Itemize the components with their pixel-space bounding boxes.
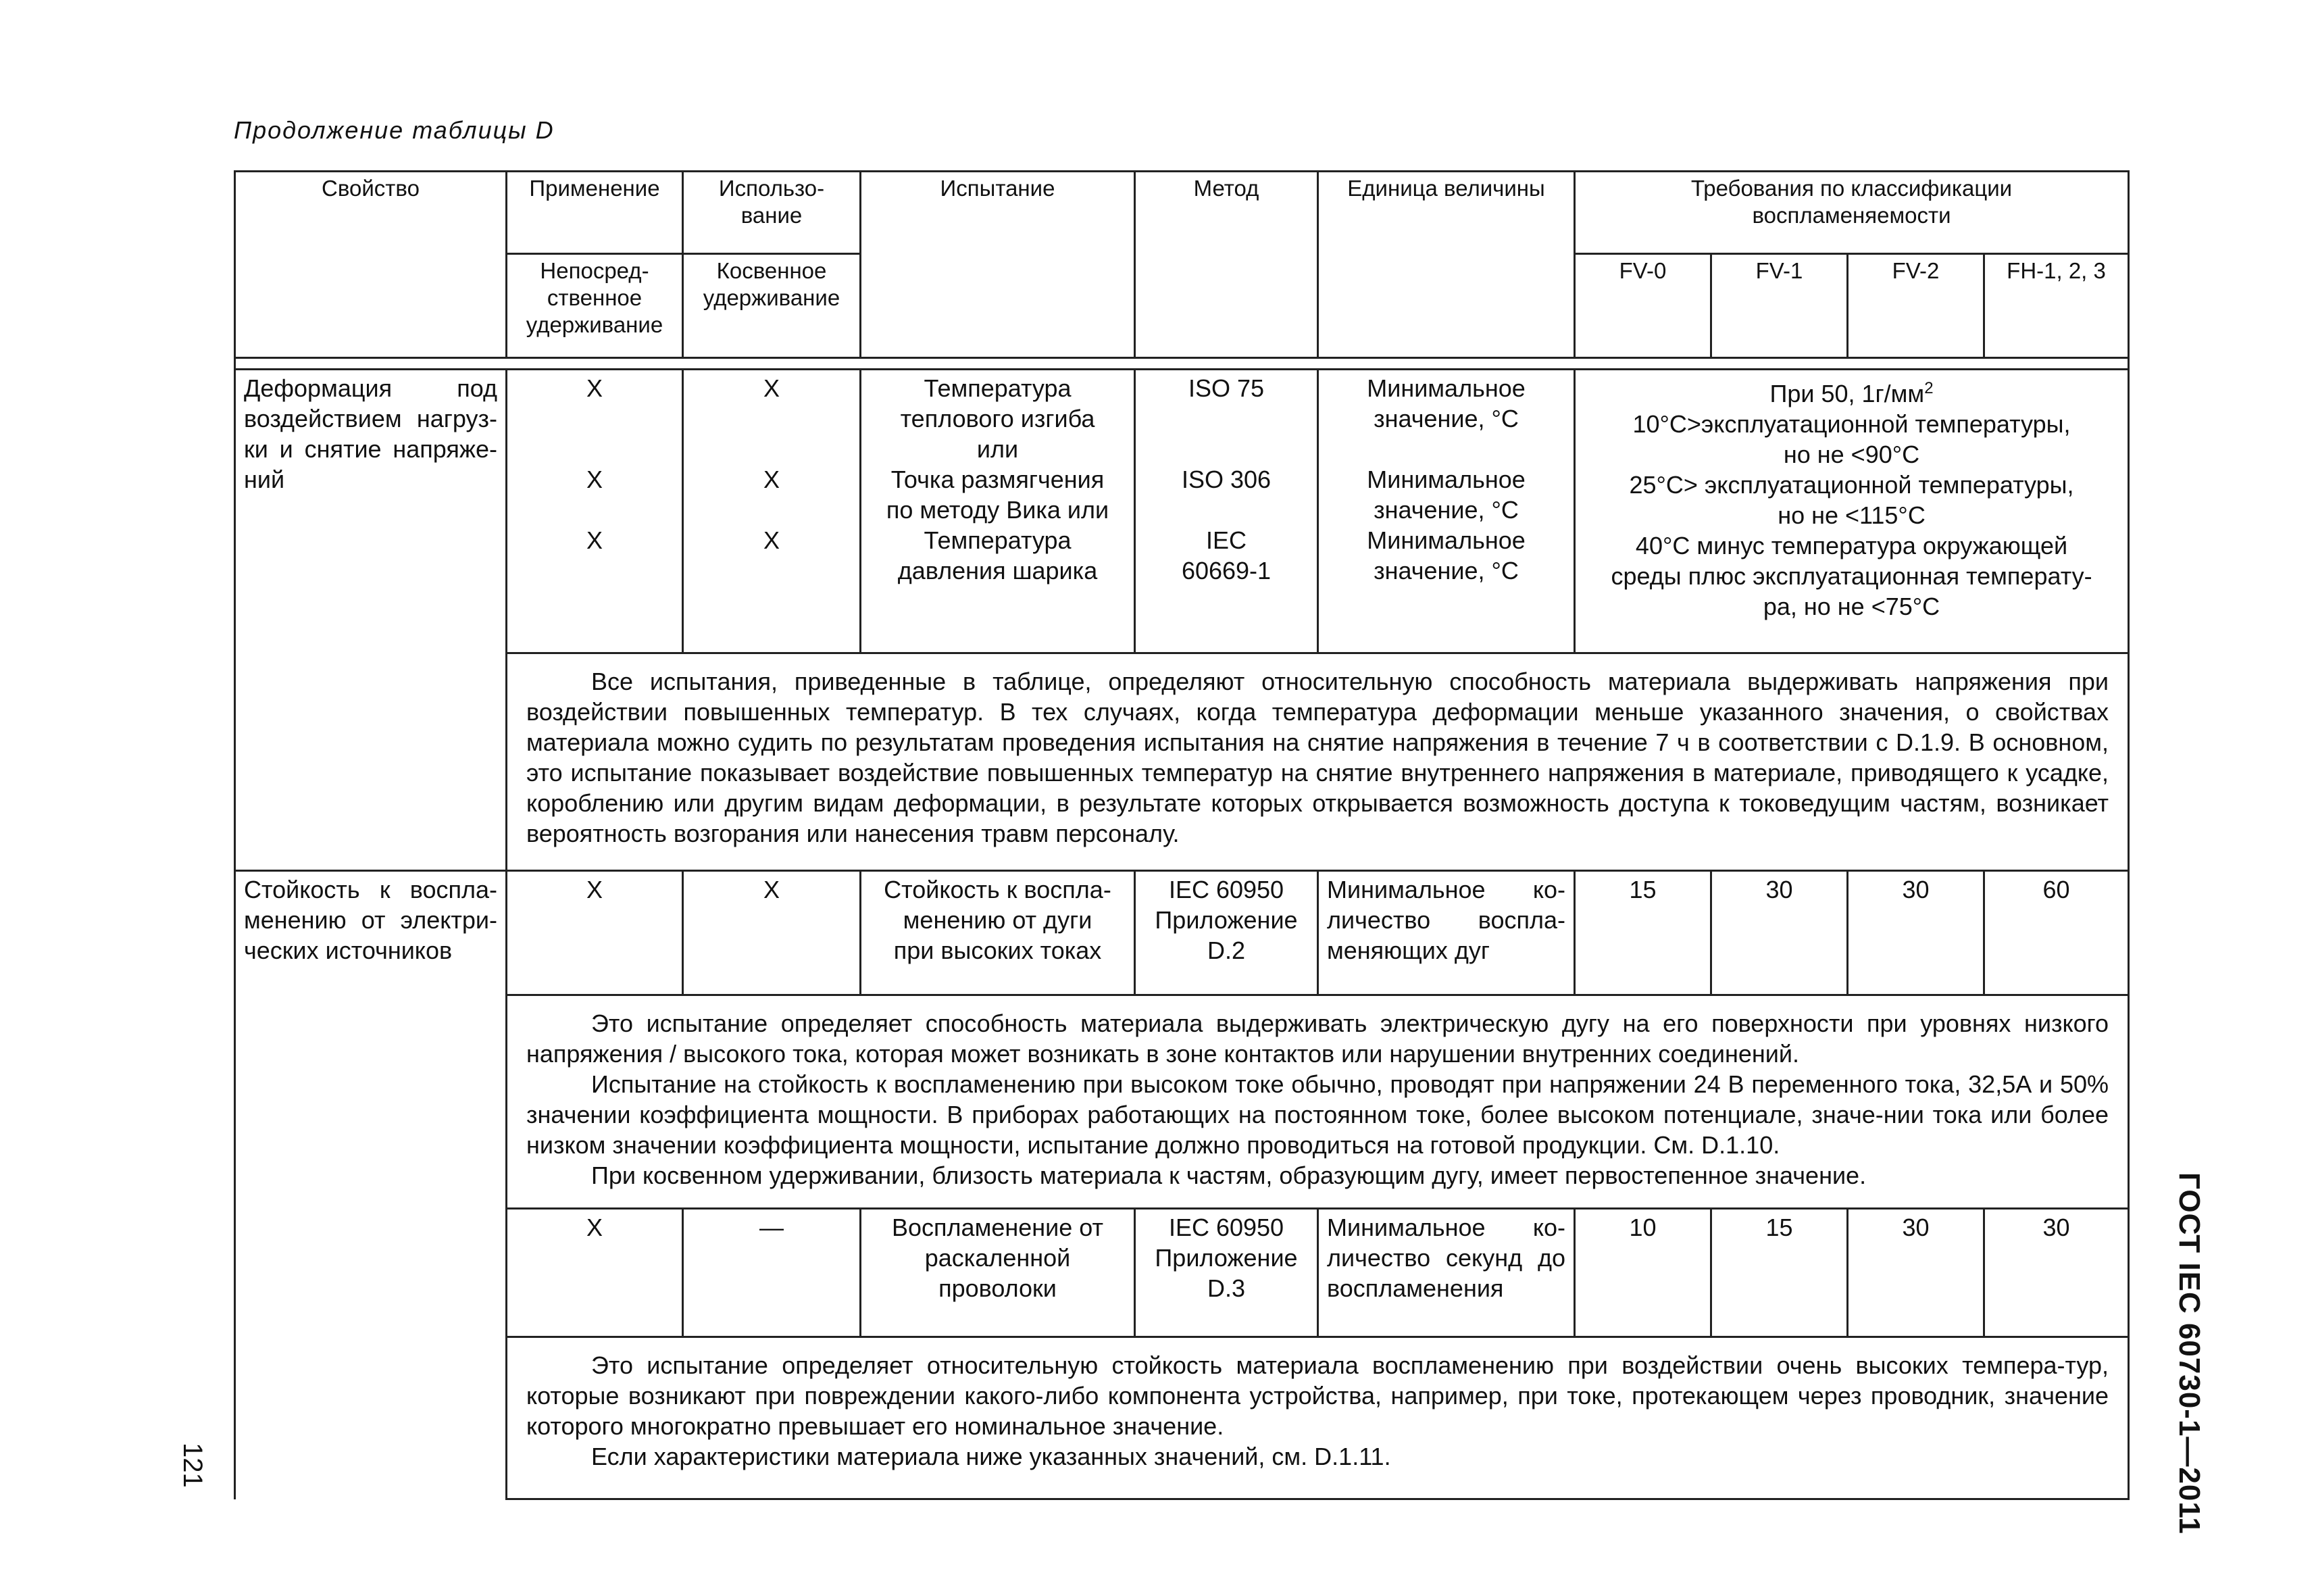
row3-note-p1: Это испытание определяет относительную стойкость материала воспламенению при воздействии очень высоких темпера-тур, которые возникают при повреждении какого-либо компонента устройства, например, при токе, протекающем через проводник, значение которого многократно превышает его номинальное значение. xyxy=(526,1351,2109,1440)
row3-method: IEC 60950 Приложение D.3 xyxy=(1135,1209,1318,1337)
header-method: Метод xyxy=(1135,172,1318,358)
header-fh: FH-1, 2, 3 xyxy=(1984,254,2129,358)
header-divider xyxy=(235,358,2129,370)
row2-fv2: 30 xyxy=(1848,871,1984,995)
page-number: 121 xyxy=(178,1443,207,1488)
header-fv2: FV-2 xyxy=(1848,254,1984,358)
row3-note xyxy=(507,1337,2129,1499)
row1-note-text: Все испытания, приведенные в таблице, определяют относительную способность материала выдерживать напряжения при воздействии повышенных температур. В тех случаях, когда температура деформации меньше указанного значения, о свойствах материала можно судить по результатам проведения испытания на снятие напряжения в течение 7 ч в соответствии с D.1.9. В основном, это испытание показывает воздействие повышенных температур на снятие внутреннего напряжения в материале, приводящего к усадке, короблению или другим видам деформации, в результате которых открывается возможность доступа к токоведущим частям, возникает вероятность возгорания или нанесения травм персоналу. xyxy=(526,668,2109,847)
row2-note-p3: При косвенном удерживании, близость материала к частям, образующим дугу, имеет первостепенное значение. xyxy=(591,1162,1867,1189)
table-row-note xyxy=(235,653,2129,871)
row1-unit: Минимальное значение, °С Минимальное значение, °С Минимальное значение, °С xyxy=(1318,370,1575,653)
row3-fv1: 15 xyxy=(1711,1209,1848,1337)
row1-requirements xyxy=(1575,370,2129,653)
row3-unit: Минимальное ко-личество секунд до воспламенения xyxy=(1318,1209,1575,1337)
document-designation: ГОСТ IEC 60730-1—2011 xyxy=(2173,1172,2206,1535)
row3-note-p2: Если характеристики материала ниже указанных значений, см. D.1.11. xyxy=(591,1443,1391,1470)
header-indirect: Косвенное удерживание xyxy=(683,254,861,358)
row2-indirect: X xyxy=(683,871,861,995)
header-requirements: Требования по классификации воспламеняемости xyxy=(1575,172,2129,254)
table-caption: Продолжение таблицы D xyxy=(234,116,555,144)
row2-note-p1: Это испытание определяет способность материала выдерживать электрическую дугу на его поверхности при уровнях низкого напряжения / высокого тока, которая может возникать в зоне контактов или нарушении внутренних соединений. xyxy=(526,1009,2109,1068)
header-usage: Использо- вание xyxy=(683,172,861,254)
row1-req-line1: При 50, 1г/мм xyxy=(1769,380,1925,407)
row3-test: Воспламенение от раскаленной проволоки xyxy=(861,1209,1135,1337)
header-fv1: FV-1 xyxy=(1711,254,1848,358)
requirements-table xyxy=(234,170,2130,1500)
row3-fv2: 30 xyxy=(1848,1209,1984,1337)
row2-fv0: 15 xyxy=(1575,871,1711,995)
row2-method: IEC 60950 Приложение D.2 xyxy=(1135,871,1318,995)
row1-property: Деформация под воздействием нагруз-ки и снятие напряже-ний xyxy=(235,370,507,871)
header-unit: Единица величины xyxy=(1318,172,1575,358)
row2-property: Стойкость к воспла-менению от электри-ческих источников xyxy=(235,871,507,1499)
table-row-note xyxy=(235,995,2129,1209)
row3-fv0: 10 xyxy=(1575,1209,1711,1337)
row3-direct: X xyxy=(507,1209,683,1337)
row1-indirect: X X X xyxy=(683,370,861,653)
row2-fv1: 30 xyxy=(1711,871,1848,995)
row2-direct: X xyxy=(507,871,683,995)
table-row xyxy=(235,1209,2129,1337)
header-fv0: FV-0 xyxy=(1575,254,1711,358)
row2-note-p2: Испытание на стойкость к воспламенению при высоком токе обычно, проводят при напряжении 24 В переменного тока, 32,5А и 50% значении коэффициента мощности. В приборах работающих на постоянном токе, более высоком потенциале, значе-нии тока или более низком значении коэффициента мощности, испытание должно проводиться на готовой продукции. См. D.1.10. xyxy=(526,1070,2109,1159)
row2-test: Стойкость к воспла- менению от дуги при высоких токах xyxy=(861,871,1135,995)
table-row xyxy=(235,370,2129,653)
header-application: Применение xyxy=(507,172,683,254)
row1-req-sup: 2 xyxy=(1924,379,1934,397)
header-test: Испытание xyxy=(861,172,1135,358)
row3-fh: 30 xyxy=(1984,1209,2129,1337)
row1-note xyxy=(507,653,2129,871)
header-property: Свойство xyxy=(235,172,507,358)
row3-indirect: — xyxy=(683,1209,861,1337)
row2-fh: 60 xyxy=(1984,871,2129,995)
table-row-note xyxy=(235,1337,2129,1499)
row1-test: Температура теплового изгиба или Точка размягчения по методу Вика или Температура давления шарика xyxy=(861,370,1135,653)
row1-req-rest: 10°С>эксплуатационной температуры, но не <90°С 25°С> эксплуатационной температуры, но не <115°С 40°С минус температура окружающей среды плюс эксплуатационная температу- ра, но не <75°С xyxy=(1611,410,2092,620)
row2-unit: Минимальное ко-личество воспла-меняющих дуг xyxy=(1318,871,1575,995)
row1-direct: X X X xyxy=(507,370,683,653)
table-row xyxy=(235,871,2129,995)
header-direct: Непосред- ственное удерживание xyxy=(507,254,683,358)
row2-note xyxy=(507,995,2129,1209)
row1-method: ISO 75 ISO 306 IEC 60669-1 xyxy=(1135,370,1318,653)
